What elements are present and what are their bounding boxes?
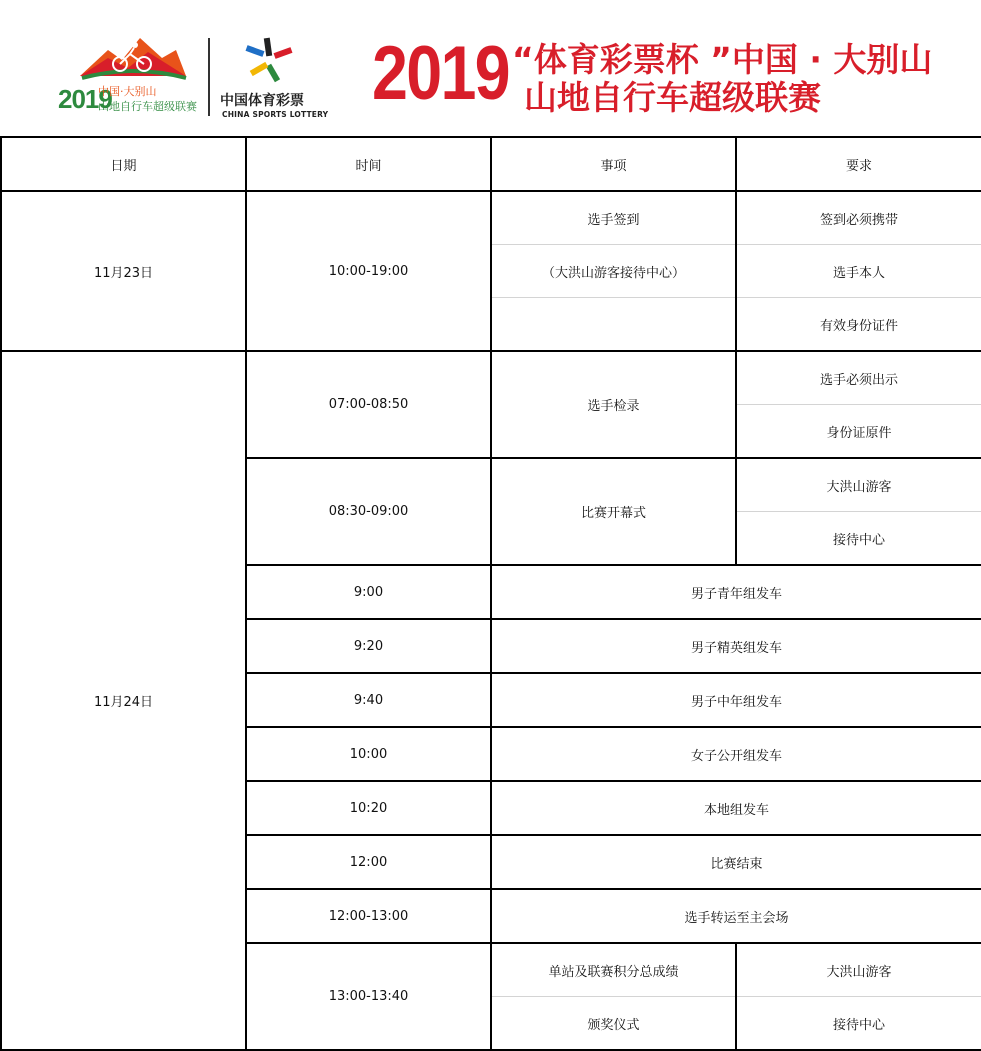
requirement-cell: 签到必须携带 xyxy=(736,191,981,245)
title-line1: “体育彩票杯 ”中国 · 大别山 xyxy=(512,40,933,79)
header-banner xyxy=(0,0,981,136)
time-cell: 13:00-13:40 xyxy=(246,943,491,1050)
race-logo-line2: 山地自行车超级联赛 xyxy=(98,100,197,113)
lottery-logo-en: CHINA SPORTS LOTTERY xyxy=(222,110,329,119)
requirement-cell: 身份证原件 xyxy=(736,405,981,459)
table-header-row xyxy=(1,137,981,191)
race-logo-year: 2019 xyxy=(58,84,112,114)
lottery-star-icon xyxy=(244,36,294,86)
header-requirement: 要求 xyxy=(736,137,981,191)
table-row xyxy=(1,191,981,245)
header-date: 日期 xyxy=(1,137,246,191)
item-cell: 颁奖仪式 xyxy=(491,997,736,1051)
schedule-table xyxy=(0,136,981,1051)
race-logo-line1: 中国·大别山 xyxy=(98,85,157,98)
time-cell: 07:00-08:50 xyxy=(246,351,491,458)
title-year: 2019 xyxy=(372,31,509,116)
item-cell: 男子精英组发车 xyxy=(491,619,981,673)
date-cell: 11月23日 xyxy=(1,191,246,351)
table-row xyxy=(1,351,981,405)
lottery-logo xyxy=(214,36,329,119)
header-item: 事项 xyxy=(491,137,736,191)
time-cell: 12:00 xyxy=(246,835,491,889)
item-cell: 女子公开组发车 xyxy=(491,727,981,781)
requirement-cell: 有效身份证件 xyxy=(736,298,981,352)
requirement-cell: 选手必须出示 xyxy=(736,351,981,405)
title-line2: 山地自行车超级联赛 xyxy=(524,78,821,117)
item-cell: 选手转运至主会场 xyxy=(491,889,981,943)
item-cell: 比赛开幕式 xyxy=(491,458,736,565)
item-cell: 选手签到 xyxy=(491,191,736,245)
race-logo xyxy=(58,36,204,116)
item-cell: 单站及联赛积分总成绩 xyxy=(491,943,736,997)
requirement-cell: 大洪山游客 xyxy=(736,458,981,512)
item-cell: 男子青年组发车 xyxy=(491,565,981,619)
item-cell xyxy=(491,298,736,352)
header-time: 时间 xyxy=(246,137,491,191)
item-cell: 男子中年组发车 xyxy=(491,673,981,727)
requirement-cell: 选手本人 xyxy=(736,245,981,298)
item-cell: 选手检录 xyxy=(491,351,736,458)
time-cell: 10:00 xyxy=(246,727,491,781)
time-cell: 10:20 xyxy=(246,781,491,835)
lottery-logo-cn: 中国体育彩票 xyxy=(220,93,304,109)
time-cell: 12:00-13:00 xyxy=(246,889,491,943)
requirement-cell: 大洪山游客 xyxy=(736,943,981,997)
item-cell: 本地组发车 xyxy=(491,781,981,835)
requirement-cell: 接待中心 xyxy=(736,512,981,566)
item-cell: 比赛结束 xyxy=(491,835,981,889)
item-cell: （大洪山游客接待中心） xyxy=(491,245,736,298)
time-cell: 10:00-19:00 xyxy=(246,191,491,351)
date-cell: 11月24日 xyxy=(1,351,246,1050)
time-cell: 08:30-09:00 xyxy=(246,458,491,565)
logo-divider xyxy=(208,38,210,116)
time-cell: 9:00 xyxy=(246,565,491,619)
mountain-cyclist-icon xyxy=(78,36,188,80)
time-cell: 9:20 xyxy=(246,619,491,673)
time-cell: 9:40 xyxy=(246,673,491,727)
requirement-cell: 接待中心 xyxy=(736,997,981,1051)
